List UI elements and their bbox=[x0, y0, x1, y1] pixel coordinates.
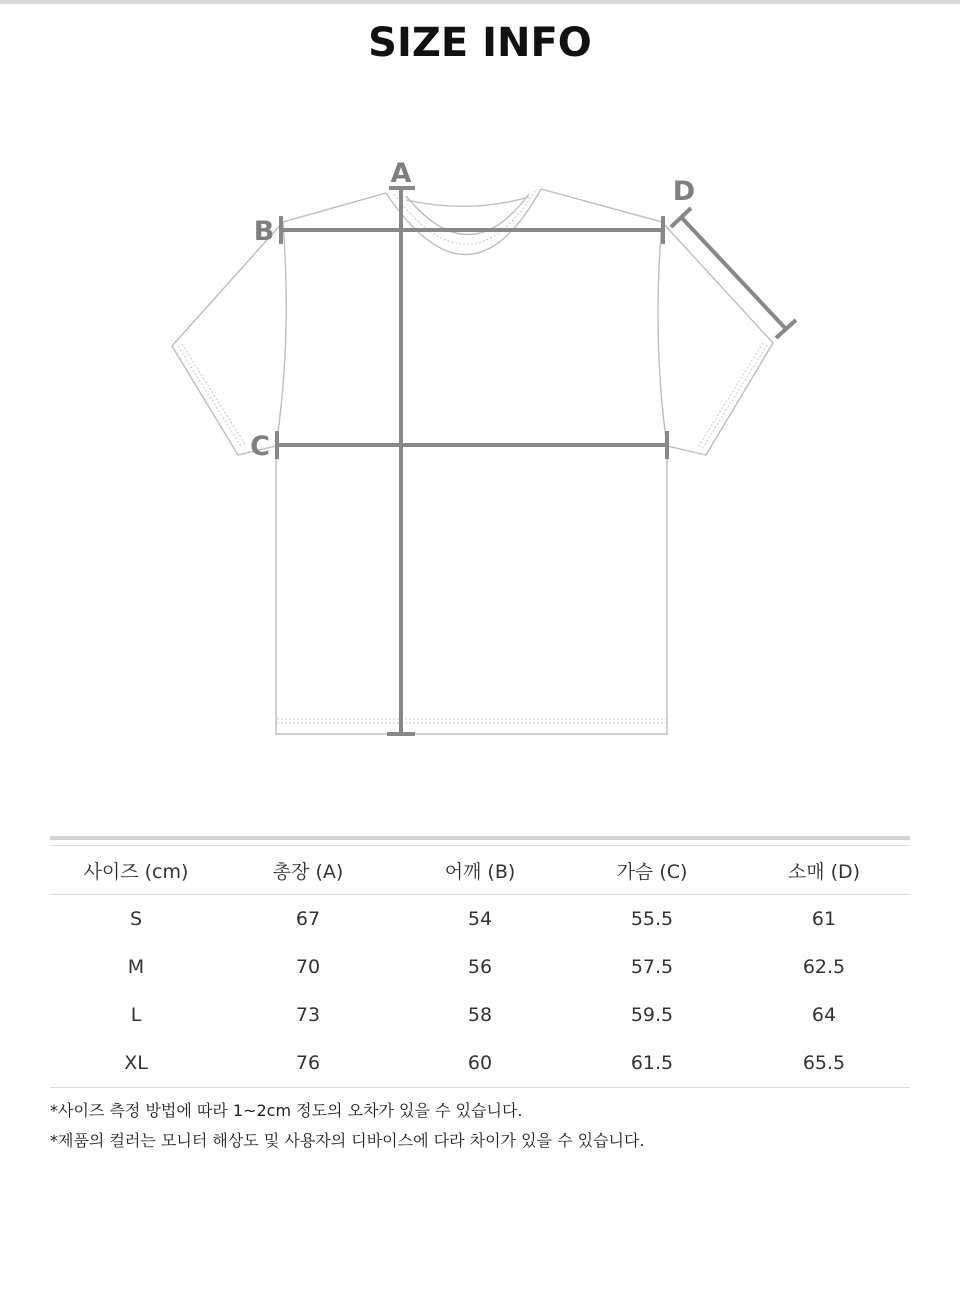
sleeve-left-stitch-2 bbox=[182, 344, 246, 446]
header-chest: 가슴 (C) bbox=[566, 846, 738, 895]
measure-lines bbox=[277, 188, 796, 734]
cell-size: S bbox=[129, 908, 143, 930]
armhole-right bbox=[658, 222, 667, 446]
cell-chest: 59.5 bbox=[630, 1004, 674, 1026]
cell-size: M bbox=[127, 956, 145, 978]
sleeve-left-stitch-1 bbox=[178, 346, 242, 448]
collar-stitch bbox=[394, 191, 535, 244]
measure-label-a: A bbox=[390, 158, 412, 189]
armhole-left bbox=[276, 222, 286, 446]
header-shoulder: 어깨 (B) bbox=[394, 846, 566, 895]
cell-chest: 55.5 bbox=[630, 908, 674, 930]
note-color-difference: *제품의 컬러는 모니터 해상도 및 사용자의 디바이스에 다라 차이가 있을 수 있습니다. bbox=[50, 1131, 645, 1150]
table-row bbox=[50, 1039, 910, 1088]
header-length: 총장 (A) bbox=[222, 846, 394, 895]
table-header-row bbox=[50, 846, 910, 895]
cell-shoulder: 56 bbox=[467, 956, 493, 978]
cell-length: 73 bbox=[295, 1004, 321, 1026]
note-measurement-error: *사이즈 측정 방법에 따라 1~2cm 정도의 오차가 있을 수 있습니다. bbox=[50, 1101, 523, 1120]
cell-sleeve: 62.5 bbox=[802, 956, 846, 978]
cell-shoulder: 54 bbox=[467, 908, 493, 930]
cell-sleeve: 61 bbox=[811, 908, 837, 930]
cell-sleeve: 64 bbox=[811, 1004, 837, 1026]
table-row bbox=[50, 943, 910, 991]
table-top-rule bbox=[50, 836, 910, 840]
size-table-section bbox=[50, 836, 910, 1088]
cell-chest: 57.5 bbox=[630, 956, 674, 978]
cell-shoulder: 60 bbox=[394, 1039, 566, 1088]
header-size: 사이즈 (cm) bbox=[50, 846, 222, 895]
table-row bbox=[50, 895, 910, 944]
cell-length: 70 bbox=[295, 956, 321, 978]
cell-length: 67 bbox=[295, 908, 321, 930]
cell-size: L bbox=[130, 1004, 142, 1026]
measure-d-line bbox=[681, 217, 786, 329]
sleeve-right-stitch-2 bbox=[698, 343, 763, 447]
measure-label-c: C bbox=[250, 431, 270, 462]
cell-length: 76 bbox=[222, 1039, 394, 1088]
cell-sleeve: 65.5 bbox=[738, 1039, 910, 1088]
table-row bbox=[50, 991, 910, 1039]
page-title: SIZE INFO bbox=[368, 20, 592, 66]
measure-label-d: D bbox=[672, 176, 696, 207]
header-sleeve: 소매 (D) bbox=[738, 846, 910, 895]
cell-shoulder: 58 bbox=[467, 1004, 493, 1026]
collar-back bbox=[406, 197, 529, 206]
size-table bbox=[50, 846, 910, 1088]
cell-chest: 61.5 bbox=[566, 1039, 738, 1088]
size-notes bbox=[50, 1096, 910, 1156]
measure-label-b: B bbox=[253, 216, 275, 247]
sleeve-right-stitch-1 bbox=[702, 345, 767, 449]
cell-size: XL bbox=[50, 1039, 222, 1088]
